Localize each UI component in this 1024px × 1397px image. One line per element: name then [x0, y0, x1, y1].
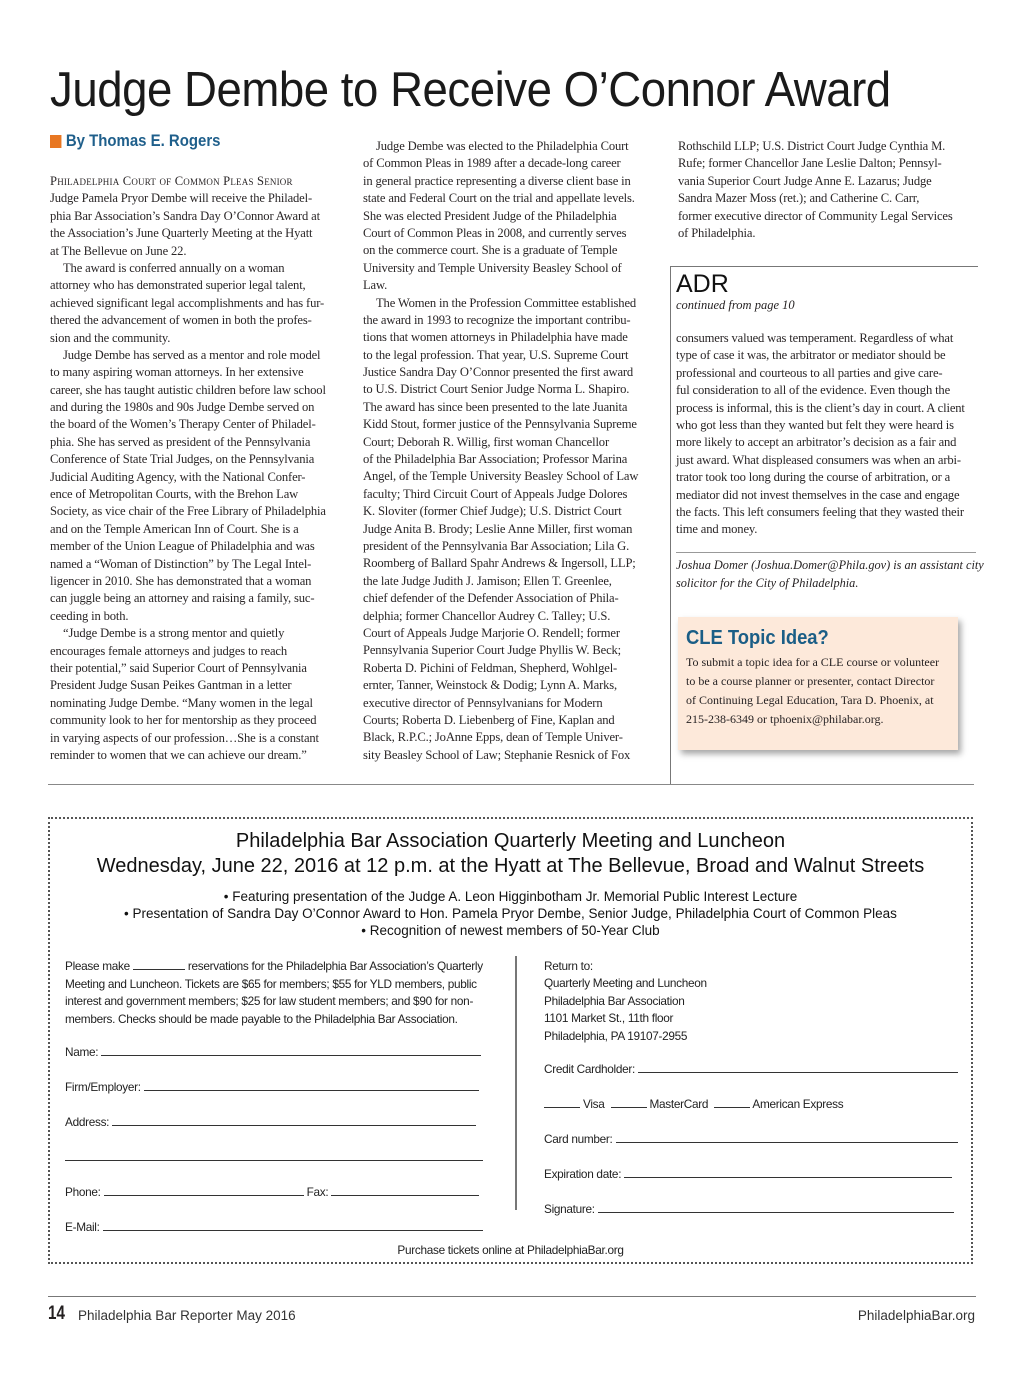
text-line: “Judge Dembe is a strong mentor and quietly [63, 626, 285, 641]
event-bullet: • Recognition of newest members of 50-Year Club [361, 923, 660, 938]
intro-line: interest and government members; $25 for law student members; and $90 for non- [65, 994, 474, 1008]
text-line: The award has since been presented to the late Juanita [363, 399, 628, 414]
return-address [544, 958, 707, 1045]
fax-field[interactable] [331, 1185, 479, 1196]
paragraph [50, 173, 350, 260]
text-line: in general practice representing a diverse client base in [363, 173, 631, 188]
text-line: professional and courteous to all parties and give care- [676, 365, 943, 380]
text-line: more likely to accept an arbitrator’s decision as a fair and [676, 435, 957, 450]
return-line: Philadelphia, PA 19107-2955 [544, 1028, 688, 1043]
cle-body [686, 653, 939, 729]
paragraph [50, 625, 350, 764]
text-line: Law. [363, 278, 388, 293]
text-line: Rothschild LLP; U.S. District Court Judge Cynthia M. [678, 139, 946, 153]
text-line: community look to her for mentorship as they proceed [50, 713, 317, 728]
text-line: Judge Dembe has served as a mentor and role model [63, 347, 321, 362]
text-line: the facts. This left consumers feeling that they wasted their [676, 504, 964, 519]
firm-label: Firm/Employer: [65, 1080, 141, 1094]
phone-label: Phone: [65, 1185, 101, 1199]
text-line: faculty; Third Circuit Court of Appeals Judge Dolores [363, 486, 628, 501]
cle-line: of Continuing Legal Education, Tara D. Phoenix, at [686, 693, 934, 707]
text-line: Society, as vice chair of the Free Library of Philadelphia [50, 504, 326, 519]
bio-line: solicitor for the City of Philadelphia. [676, 576, 859, 590]
text-line: ernter, Tanner, Weinstock & Dodig; Lynn A. Marks, [363, 678, 618, 693]
text-line: at The Bellevue on June 22. [50, 243, 187, 258]
text-line: President Judge Susan Peikes Gantman in a letter [50, 678, 292, 693]
text-line: of Common Pleas in 1989 after a decade-long career [363, 156, 621, 171]
adr-continued: continued from page 10 [676, 298, 795, 312]
adr-body [676, 330, 965, 539]
name-label: Name: [65, 1045, 99, 1059]
paragraph [676, 330, 965, 539]
amex-checkbox[interactable] [714, 1097, 750, 1108]
text-line: The award is conferred annually on a woman [63, 260, 285, 275]
text-line: Sandra Mazer Moss (ret.); and Catherine C. Carr, [678, 191, 920, 206]
expiration-field[interactable] [624, 1167, 952, 1178]
text-line: Judge Dembe was elected to the Philadelphia Court [376, 139, 629, 153]
address-label: Address: [65, 1115, 110, 1129]
signature-field[interactable] [598, 1202, 954, 1213]
footer-rule [48, 1296, 976, 1297]
email-label: E-Mail: [65, 1220, 100, 1234]
text-line: of Philadelphia. [678, 225, 756, 240]
text-line: encourages female attorneys and judges to reach [50, 643, 288, 658]
text-line: Angel, of the Temple University Beasley School of Law [363, 469, 639, 484]
publication-name: Philadelphia Bar Reporter May 2016 [78, 1308, 296, 1323]
article-title: Judge Dembe to Receive O’Connor Award [50, 63, 891, 117]
text-line: consumers valued was temperament. Regardless of what [676, 331, 954, 345]
text-line: vania Superior Court Judge Anne E. Lazarus; Judge [678, 173, 932, 188]
text-line: sity Beasley School of Law; Stephanie Resnick of Fox [363, 747, 631, 762]
text-line: Court; Deborah R. Willig, first woman Chancellor [363, 434, 609, 449]
text-line: and during the 1980s and 90s Judge Dembe served on [50, 400, 315, 415]
visa-label: Visa [582, 1097, 605, 1111]
article-column-1 [50, 173, 350, 764]
text-line: trator took too long during the course of arbitration, or a [676, 470, 951, 485]
cle-heading: CLE Topic Idea? [686, 627, 829, 649]
text-line: phia Bar Association’s Sandra Day O’Connor Award at [50, 208, 320, 223]
text-line: mediator did not invest themselves in the case and engage [676, 487, 960, 502]
text-line: attorney who has demonstrated superior legal talent, [50, 278, 306, 293]
cle-line: To submit a topic idea for a CLE course or volunteer [686, 655, 940, 669]
text-line: and on the Temple American Inn of Court. She is a [50, 521, 299, 536]
intro-line: members. Checks should be made payable to the Philadelphia Bar Association. [65, 1011, 458, 1026]
text-line: who got less than they wanted but felt they were heard is [676, 417, 954, 432]
paragraph [50, 260, 350, 347]
adr-top-rule [670, 266, 978, 267]
author-bio [676, 556, 984, 592]
address-field[interactable] [112, 1115, 476, 1126]
text-line: Justice Sandra Day O’Connor presented the first award [363, 365, 634, 380]
paragraph [50, 347, 350, 625]
signature-label: Signature: [544, 1202, 595, 1216]
byline [50, 131, 220, 151]
reservation-form [48, 817, 973, 1264]
text-line: phia. She has served as president of the Pennsylvania [50, 434, 311, 449]
text-line: on the commerce court. She is a graduate of Temple [363, 243, 618, 258]
event-bullet: • Featuring presentation of the Judge A. Leon Higginbotham Jr. Memorial Public Interest Lecture [223, 889, 798, 904]
text-line: of the Philadelphia Bar Association; Professor Marina [363, 452, 628, 467]
text-line: process is informal, this is the client’s day in court. A client [676, 400, 965, 415]
text-line: in varying aspects of our profession…She is a constant [50, 730, 319, 745]
cle-callout [678, 617, 958, 750]
text-line: Philadelphia Court of Common Pleas Senior [50, 174, 293, 188]
text-line: the award in 1993 to recognize the important contribu- [363, 312, 631, 327]
section-rule [48, 784, 974, 785]
expiration-label: Expiration date: [544, 1167, 622, 1181]
text-line: The Women in the Profession Committee established [376, 295, 637, 310]
intro-text: Please make [65, 959, 130, 973]
amex-label: American Express [752, 1097, 844, 1111]
event-bullet: • Presentation of Sandra Day O’Connor Award to Hon. Pamela Pryor Dembe, Senior Judge, Philadelphia Court of Common Pleas [124, 906, 897, 921]
text-line: member of the Union League of Philadelphia and was [50, 539, 315, 554]
return-line: Return to: [544, 959, 593, 973]
text-line: Black, R.P.C.; JoAnne Epps, dean of Temple Univer- [363, 730, 623, 745]
adr-left-rule [670, 267, 671, 785]
mastercard-label: MasterCard [649, 1097, 709, 1111]
bio-line: Joshua Domer (Joshua.Domer@Phila.gov) is an assistant city [676, 558, 984, 572]
intro-text: reservations for the Philadelphia Bar Association’s Quarterly [187, 959, 483, 973]
text-line: Courts; Roberta D. Liebenberg of Fine, Kaplan and [363, 712, 615, 727]
text-line: to U.S. District Court Senior Judge Norma L. Shapiro. [363, 382, 630, 397]
text-line: the late Judge Judith J. Jamison; Ellen T. Greenlee, [363, 573, 612, 588]
byline-text: By Thomas E. Rogers [65, 131, 221, 150]
text-line: state and Federal Court on the trial and appellate levels. [363, 191, 635, 206]
fax-label: Fax: [306, 1185, 329, 1199]
text-line: ence of Metropolitan Courts, with the Brehon Law [50, 487, 299, 502]
text-line: delphia; former Chancellor Audrey C. Talley; U.S. [363, 608, 611, 623]
intro-line: Meeting and Luncheon. Tickets are $65 for members; $55 for YLD members, public [65, 976, 477, 991]
page-number: 14 [48, 1303, 65, 1324]
text-line: their potential,” said Superior Court of Pennsylvania [50, 660, 307, 675]
firm-field[interactable] [144, 1080, 479, 1091]
text-line: type of case it was, the arbitrator or mediator should be [676, 348, 946, 363]
text-line: Pennsylvania Superior Court Judge Phyllis W. Beck; [363, 643, 622, 658]
text-line: Court of Appeals Judge Marjorie O. Rendell; former [363, 625, 620, 640]
text-line: Judicial Auditing Agency, with the National Confer- [50, 469, 306, 484]
form-divider [515, 956, 517, 1210]
text-line: sion and the community. [50, 330, 171, 345]
adr-heading: ADR [676, 270, 729, 298]
cardholder-field[interactable] [638, 1062, 958, 1073]
return-line: Philadelphia Bar Association [544, 993, 685, 1008]
text-line: chief defender of the Defender Association of Phila- [363, 591, 619, 606]
cle-line: 215-238-6349 or tphoenix@philabar.org. [686, 712, 884, 726]
bio-separator [676, 552, 976, 553]
text-line: K. Sloviter (former Chief Judge); U.S. District Court [363, 504, 622, 519]
text-line: career, she has taught autistic children before law school [50, 382, 326, 397]
text-line: Judge Pamela Pryor Dembe will receive the Philadel- [50, 191, 312, 206]
text-line: Roberta D. Pichini of Feldman, Shepherd, Wohlgel- [363, 660, 618, 675]
paragraph [678, 138, 978, 242]
name-field[interactable] [101, 1045, 481, 1056]
text-line: ligencer in 2010. She has demonstrated that a woman [50, 573, 312, 588]
text-line: president of the Pennsylvania Bar Association; Lila G. [363, 538, 630, 553]
text-line: Roomberg of Ballard Spahr Andrews & Ingersoll, LLP; [363, 556, 636, 571]
reservation-count-field[interactable] [133, 959, 185, 970]
article-column-2 [363, 138, 663, 764]
text-line: Court of Common Pleas in 2008, and currently serves [363, 225, 627, 240]
paragraph [363, 138, 663, 295]
online-purchase-link[interactable]: Purchase tickets online at PhiladelphiaBar.org [397, 1243, 624, 1257]
text-line: University and Temple University Beasley School of [363, 260, 622, 275]
text-line: thered the advancement of women in both the profes- [50, 313, 312, 328]
website: PhiladelphiaBar.org [857, 1308, 975, 1323]
text-line: Conference of State Trial Judges, on the Pennsylvania [50, 452, 315, 467]
article-column-3 [678, 138, 978, 242]
cle-line: to be a course planner or presenter, contact Director [686, 674, 935, 688]
text-line: time and money. [676, 522, 758, 537]
email-field[interactable] [103, 1220, 483, 1231]
card-number-label: Card number: [544, 1132, 613, 1146]
text-line: nominating Judge Dembe. “Many women in the legal [50, 695, 313, 710]
text-line: tions that women attorneys in Philadelphia have made [363, 330, 628, 345]
text-line: to many aspiring woman attorneys. In her extensive [50, 365, 304, 380]
text-line: the Association’s June Quarterly Meeting at the Hyatt [50, 226, 313, 241]
text-line: just award. What displeased consumers was when an arbi- [676, 452, 961, 467]
event-date: Wednesday, June 22, 2016 at 12 p.m. at the Hyatt at The Bellevue, Broad and Walnut Streets [96, 855, 925, 877]
text-line: the board of the Women’s Therapy Center of Philadel- [50, 417, 316, 432]
card-number-field[interactable] [616, 1132, 958, 1143]
event-title: Philadelphia Bar Association Quarterly Meeting and Luncheon [235, 830, 786, 852]
return-line: Quarterly Meeting and Luncheon [544, 976, 707, 991]
text-line: achieved significant legal accomplishments and has fur- [50, 295, 325, 310]
address-field-line2[interactable] [65, 1150, 483, 1161]
text-line: former executive director of Community Legal Services [678, 208, 953, 223]
paragraph [363, 295, 663, 765]
cardholder-label: Credit Cardholder: [544, 1062, 635, 1076]
return-line: 1101 Market St., 11th floor [544, 1011, 674, 1026]
visa-checkbox[interactable] [544, 1097, 580, 1108]
text-line: ful consideration to all of the evidence. Even though the [676, 383, 951, 398]
text-line: named a “Woman of Distinction” by The Legal Intel- [50, 556, 312, 571]
text-line: Rufe; former Chancellor Jane Leslie Dalton; Pennsyl- [678, 156, 942, 171]
phone-field[interactable] [104, 1185, 304, 1196]
text-line: reminder to women that we can achieve our dream.” [50, 747, 307, 762]
text-line: can juggle being an attorney and raising a family, suc- [50, 591, 315, 606]
text-line: ceeding in both. [50, 608, 129, 623]
text-line: She was elected President Judge of the Philadelphia [363, 208, 617, 223]
text-line: Judge Anita B. Brody; Leslie Anne Miller, first woman [363, 521, 633, 536]
text-line: executive director of Pennsylvanians for Modern [363, 695, 603, 710]
mastercard-checkbox[interactable] [611, 1097, 647, 1108]
text-line: Kidd Stout, former justice of the Pennsylvania Supreme [363, 417, 637, 432]
orange-square-icon [50, 135, 61, 148]
text-line: to the legal profession. That year, U.S. Supreme Court [363, 347, 629, 362]
